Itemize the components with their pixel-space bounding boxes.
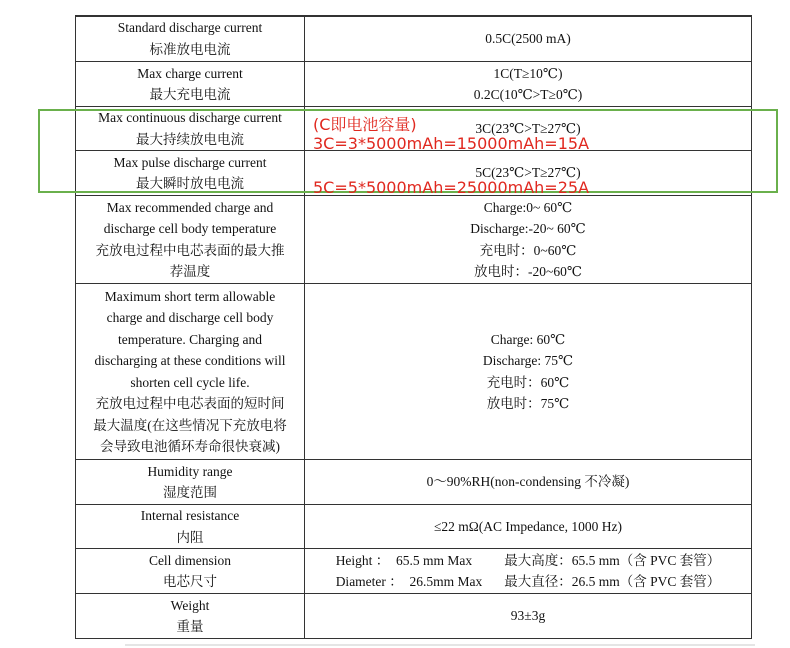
- param-zh: 重量: [176, 619, 204, 634]
- param-en: Max charge current: [137, 65, 243, 81]
- dimension-grid: [305, 550, 751, 593]
- param-zh: 会导致电池循环寿命很快衰减): [100, 439, 280, 454]
- param-zh: 内阻: [176, 529, 204, 545]
- value-line: 93±3g: [510, 608, 546, 624]
- param-en: Weight: [170, 597, 210, 613]
- param-zh: 荐温度: [169, 264, 211, 279]
- param-en: Maximum short term allowable: [104, 288, 276, 304]
- height-en: Height ： 65.5 mm Max: [335, 552, 473, 568]
- param-en: Humidity range: [147, 463, 233, 479]
- param-en: discharging at these conditions will: [94, 353, 286, 368]
- param-en: Max recommended charge and: [106, 199, 274, 215]
- value-line: 0.2C(10℃>T≥0℃): [473, 87, 583, 102]
- param-zh: 最大充电电流: [149, 87, 231, 102]
- param-en: shorten cell cycle life.: [130, 374, 250, 390]
- param-cell: [76, 460, 305, 505]
- annotation-note-title: (C即电池容量): [313, 115, 417, 134]
- param-zh: 湿度范围: [163, 485, 217, 500]
- value-line: 充电时：0~60℃: [479, 242, 577, 258]
- param-en: charge and discharge cell body: [106, 310, 274, 325]
- param-en: discharge cell body temperature: [103, 221, 277, 236]
- param-en: Standard discharge current: [117, 20, 263, 35]
- param-zh: 最大瞬时放电电流: [136, 176, 244, 191]
- table-row: [76, 196, 752, 284]
- value-line: Discharge: 75℃: [482, 353, 574, 368]
- param-zh: 充放电过程中电芯表面的短时间: [95, 396, 285, 411]
- value-cell: [305, 460, 752, 505]
- value-line: 放电时：-20~60℃: [474, 264, 582, 279]
- param-en: Cell dimension: [148, 552, 232, 568]
- value-cell: [305, 505, 752, 549]
- param-zh: 最大持续放电电流: [136, 131, 244, 147]
- param-zh: 最大温度(在这些情况下充放电将: [93, 417, 287, 433]
- page-edge-shadow: [125, 644, 755, 646]
- param-cell: [76, 594, 305, 639]
- table-row: [76, 16, 752, 62]
- table-row: [76, 284, 752, 460]
- param-zh: 标准放电电流: [149, 41, 231, 57]
- value-line: 0～90%RH(non-condensing 不冷凝): [426, 474, 630, 490]
- value-cell: [305, 16, 752, 62]
- value-cell: [305, 284, 752, 460]
- param-cell: [76, 16, 305, 62]
- param-cell: [76, 62, 305, 107]
- param-cell: [76, 196, 305, 284]
- table-row: [76, 460, 752, 505]
- annotation-note-3c: 3C=3*5000mAh=15000mAh=15A: [313, 134, 590, 153]
- table-row: [76, 594, 752, 639]
- param-en: Max pulse discharge current: [113, 154, 267, 170]
- value-line: 1C(T≥10℃): [493, 65, 563, 81]
- param-cell: [76, 107, 305, 151]
- param-cell: [76, 505, 305, 549]
- table-row: [76, 62, 752, 107]
- value-line: 放电时：75℃: [486, 396, 570, 411]
- value-line: 5C(23℃>T≥27℃): [475, 165, 581, 181]
- value-line: ≤22 mΩ(AC Impedance, 1000 Hz): [433, 518, 623, 534]
- value-cell: [305, 549, 752, 594]
- table-row: [76, 549, 752, 594]
- diameter-zh: 最大直径：26.5 mm（含 PVC 套管）: [504, 574, 721, 589]
- param-cell: [76, 549, 305, 594]
- annotation-note-5c: 5C=5*5000mAh=25000mAh=25A: [313, 178, 590, 197]
- value-line: Charge:0~ 60℃: [483, 199, 573, 215]
- param-cell: [76, 284, 305, 460]
- param-zh: 电芯尺寸: [163, 574, 217, 589]
- value-line: 3C(23℃>T≥27℃): [475, 120, 581, 136]
- param-en: Internal resistance: [140, 508, 240, 523]
- value-cell: [305, 196, 752, 284]
- value-line: Charge: 60℃: [490, 331, 566, 347]
- param-en: Max continuous discharge current: [98, 110, 282, 125]
- param-en: temperature. Charging and: [117, 331, 263, 347]
- value-cell: [305, 594, 752, 639]
- value-cell: [305, 62, 752, 107]
- value-line: 0.5C(2500 mA): [485, 30, 571, 46]
- value-line: 充电时：60℃: [486, 374, 570, 390]
- value-line: Discharge:-20~ 60℃: [470, 221, 586, 236]
- battery-spec-table: [75, 15, 752, 639]
- table-row: [76, 505, 752, 549]
- diameter-en: Diameter ： 26.5mm Max: [335, 574, 483, 589]
- param-cell: [76, 151, 305, 196]
- height-zh: 最大高度：65.5 mm（含 PVC 套管）: [504, 552, 721, 568]
- param-zh: 充放电过程中电芯表面的最大推: [95, 242, 285, 258]
